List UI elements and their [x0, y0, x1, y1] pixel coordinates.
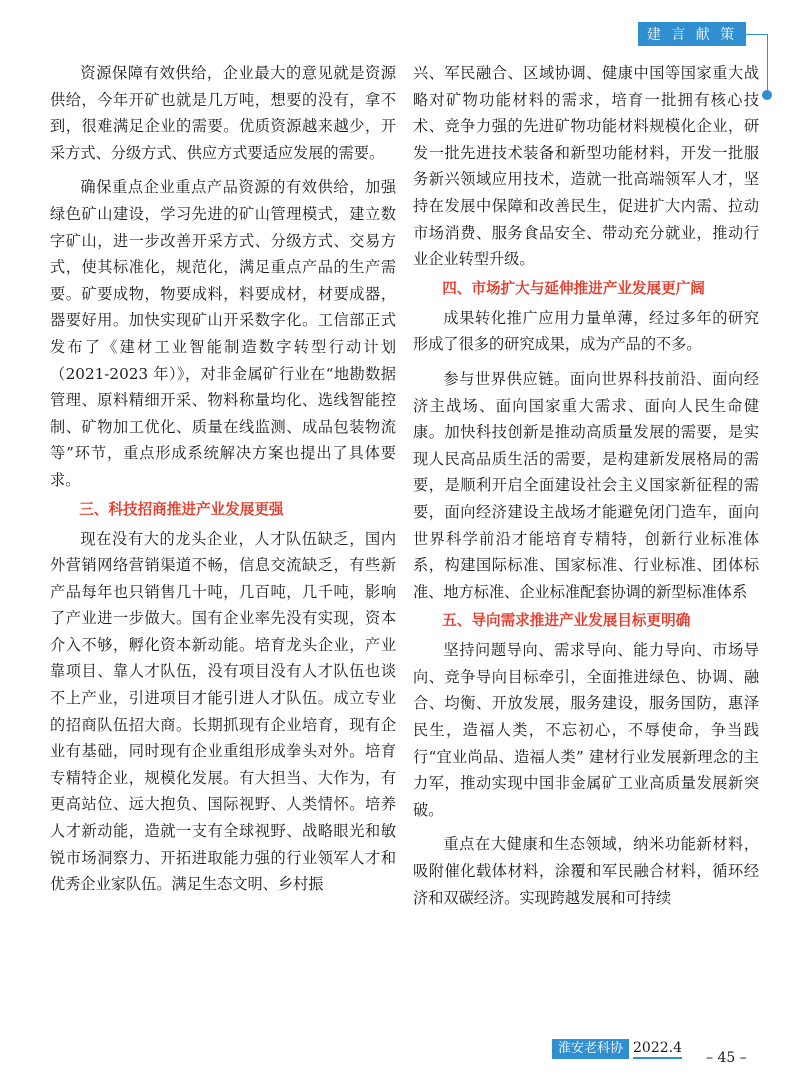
paragraph: 确保重点企业重点产品资源的有效供给，加强绿色矿山建设，学习先进的矿山管理模式，建立数字矿山，进一步改善开采方式、分级方式、交易方式，使其标准化，规范化，满足重点产品的生产需要。矿要成物，物要成料，料要成材，材要成器，器要好用。加快实现矿山开采数字化。工信部正式发布了《建材工业智能制造数字转型行动计划（2021-2023 年）》，对非金属矿行业在“地勘数据管理、原料精细开采、物料称量均化、选线智能控制、矿物加工优化、质量在线监测、成品包装物流等”环节，重点形成系统解决方案也提出了具体要求。 — [50, 178, 396, 489]
right-column — [413, 60, 759, 911]
page-number: – 45 – — [706, 1050, 747, 1066]
issue-number: 2022.4 — [633, 1040, 682, 1059]
paragraph: 坚持问题导向、需求导向、能力导向、市场导向、竞争导向目标牵引，全面推进绿色、协调、融合、均衡、开放发展，服务建设，服务国防，惠泽民生，造福人类，不忘初心，不辱使命，争当践行“宜业尚品、造福人类” 建材行业发展新理念的主力军，推动实现中国非金属矿工业高质量发展新突破。 — [413, 641, 759, 819]
section-heading: 四、市场扩大与延伸推进产业发展更广阔 — [442, 279, 705, 297]
section-heading: 三、科技招商推进产业发展更强 — [79, 500, 284, 518]
journal-name: 淮安老科协 — [552, 1039, 629, 1059]
paragraph: 参与世界供应链。面向世界科技前沿、面向经济主战场、面向国家重大需求、面向人民生命健康。加快科技创新是推动高质量发展的需要，是实现人民高品质生活的需要，是构建新发展格局的需要，是顺利开启全面建设社会主义国家新征程的需要，面向经济建设主战场才能避免闭门造车，面向世界科学前沿才能培育专精特，创新行业标准体系，构建国际标准、国家标准、行业标准、团体标准、地方标准、企业标准配套协调的新型标准体系 — [413, 369, 759, 601]
paragraph: 成果转化推广应用力量单薄，经过多年的研究形成了很多的研究成果，成为产品的不多。 — [413, 308, 759, 354]
paragraph: 现在没有大的龙头企业，人才队伍缺乏，国内外营销网络营销渠道不畅，信息交流缺乏，有些新产品每年也只销售几十吨，几百吨，几千吨，影响了产业进一步做大。国有企业率先没有实现，资本介入不够，孵化资本新动能。培育龙头企业，产业靠项目、靠人才队伍，没有项目没有人才队伍也谈不上产业，引进项目才能引进人才队伍。成立专业的招商队伍招大商。长期抓现有企业培育，现有企业有基础，同时现有企业重组形成拳头对外。培育专精特企业，规模化发展。有大担当、大作为，有更高站位、远大抱负、国际视野、人类情怀。培养人才新动能，造就一支有全球视野、战略眼光和敏锐市场洞察力、开拓进取能力强的行业领军人才和优秀企业家队伍。满足生态文明、乡村振 — [50, 529, 396, 894]
paragraph: 重点在大健康和生态领域，纳米功能新材料，吸附催化载体材料，涂覆和军民融合材料，循环经济和双碳经济。实现跨越发展和可持续 — [413, 835, 759, 907]
left-column — [50, 60, 396, 898]
tab-rule-vertical — [767, 34, 768, 92]
paragraph: 资源保障有效供给，企业最大的意见就是资源供给，今年开矿也就是几万吨，想要的没有，拿不到，很难满足企业的需要。优质资源越来越少，开采方式、分级方式、供应方式要适应发展的需要。 — [50, 64, 396, 162]
tab-dot-icon — [762, 90, 772, 100]
tab-rule — [746, 34, 768, 35]
paragraph: 兴、军民融合、区域协调、健康中国等国家重大战略对矿物功能材料的需求，培育一批拥有核心技术、竞争力强的先进矿物功能材料规模化企业，研发一批先进技术装备和新型功能材料，开发一批服务新兴领域应用技术，造就一批高端领军人才，坚持在发展中保障和改善民生，促进扩大内需、拉动市场消费、服务食品安全、带动充分就业，推动行业企业转型升级。 — [413, 64, 759, 269]
section-heading: 五、导向需求推进产业发展目标更明确 — [442, 612, 691, 630]
footer — [552, 1038, 682, 1060]
section-tab: 建 言 献 策 — [638, 22, 746, 46]
